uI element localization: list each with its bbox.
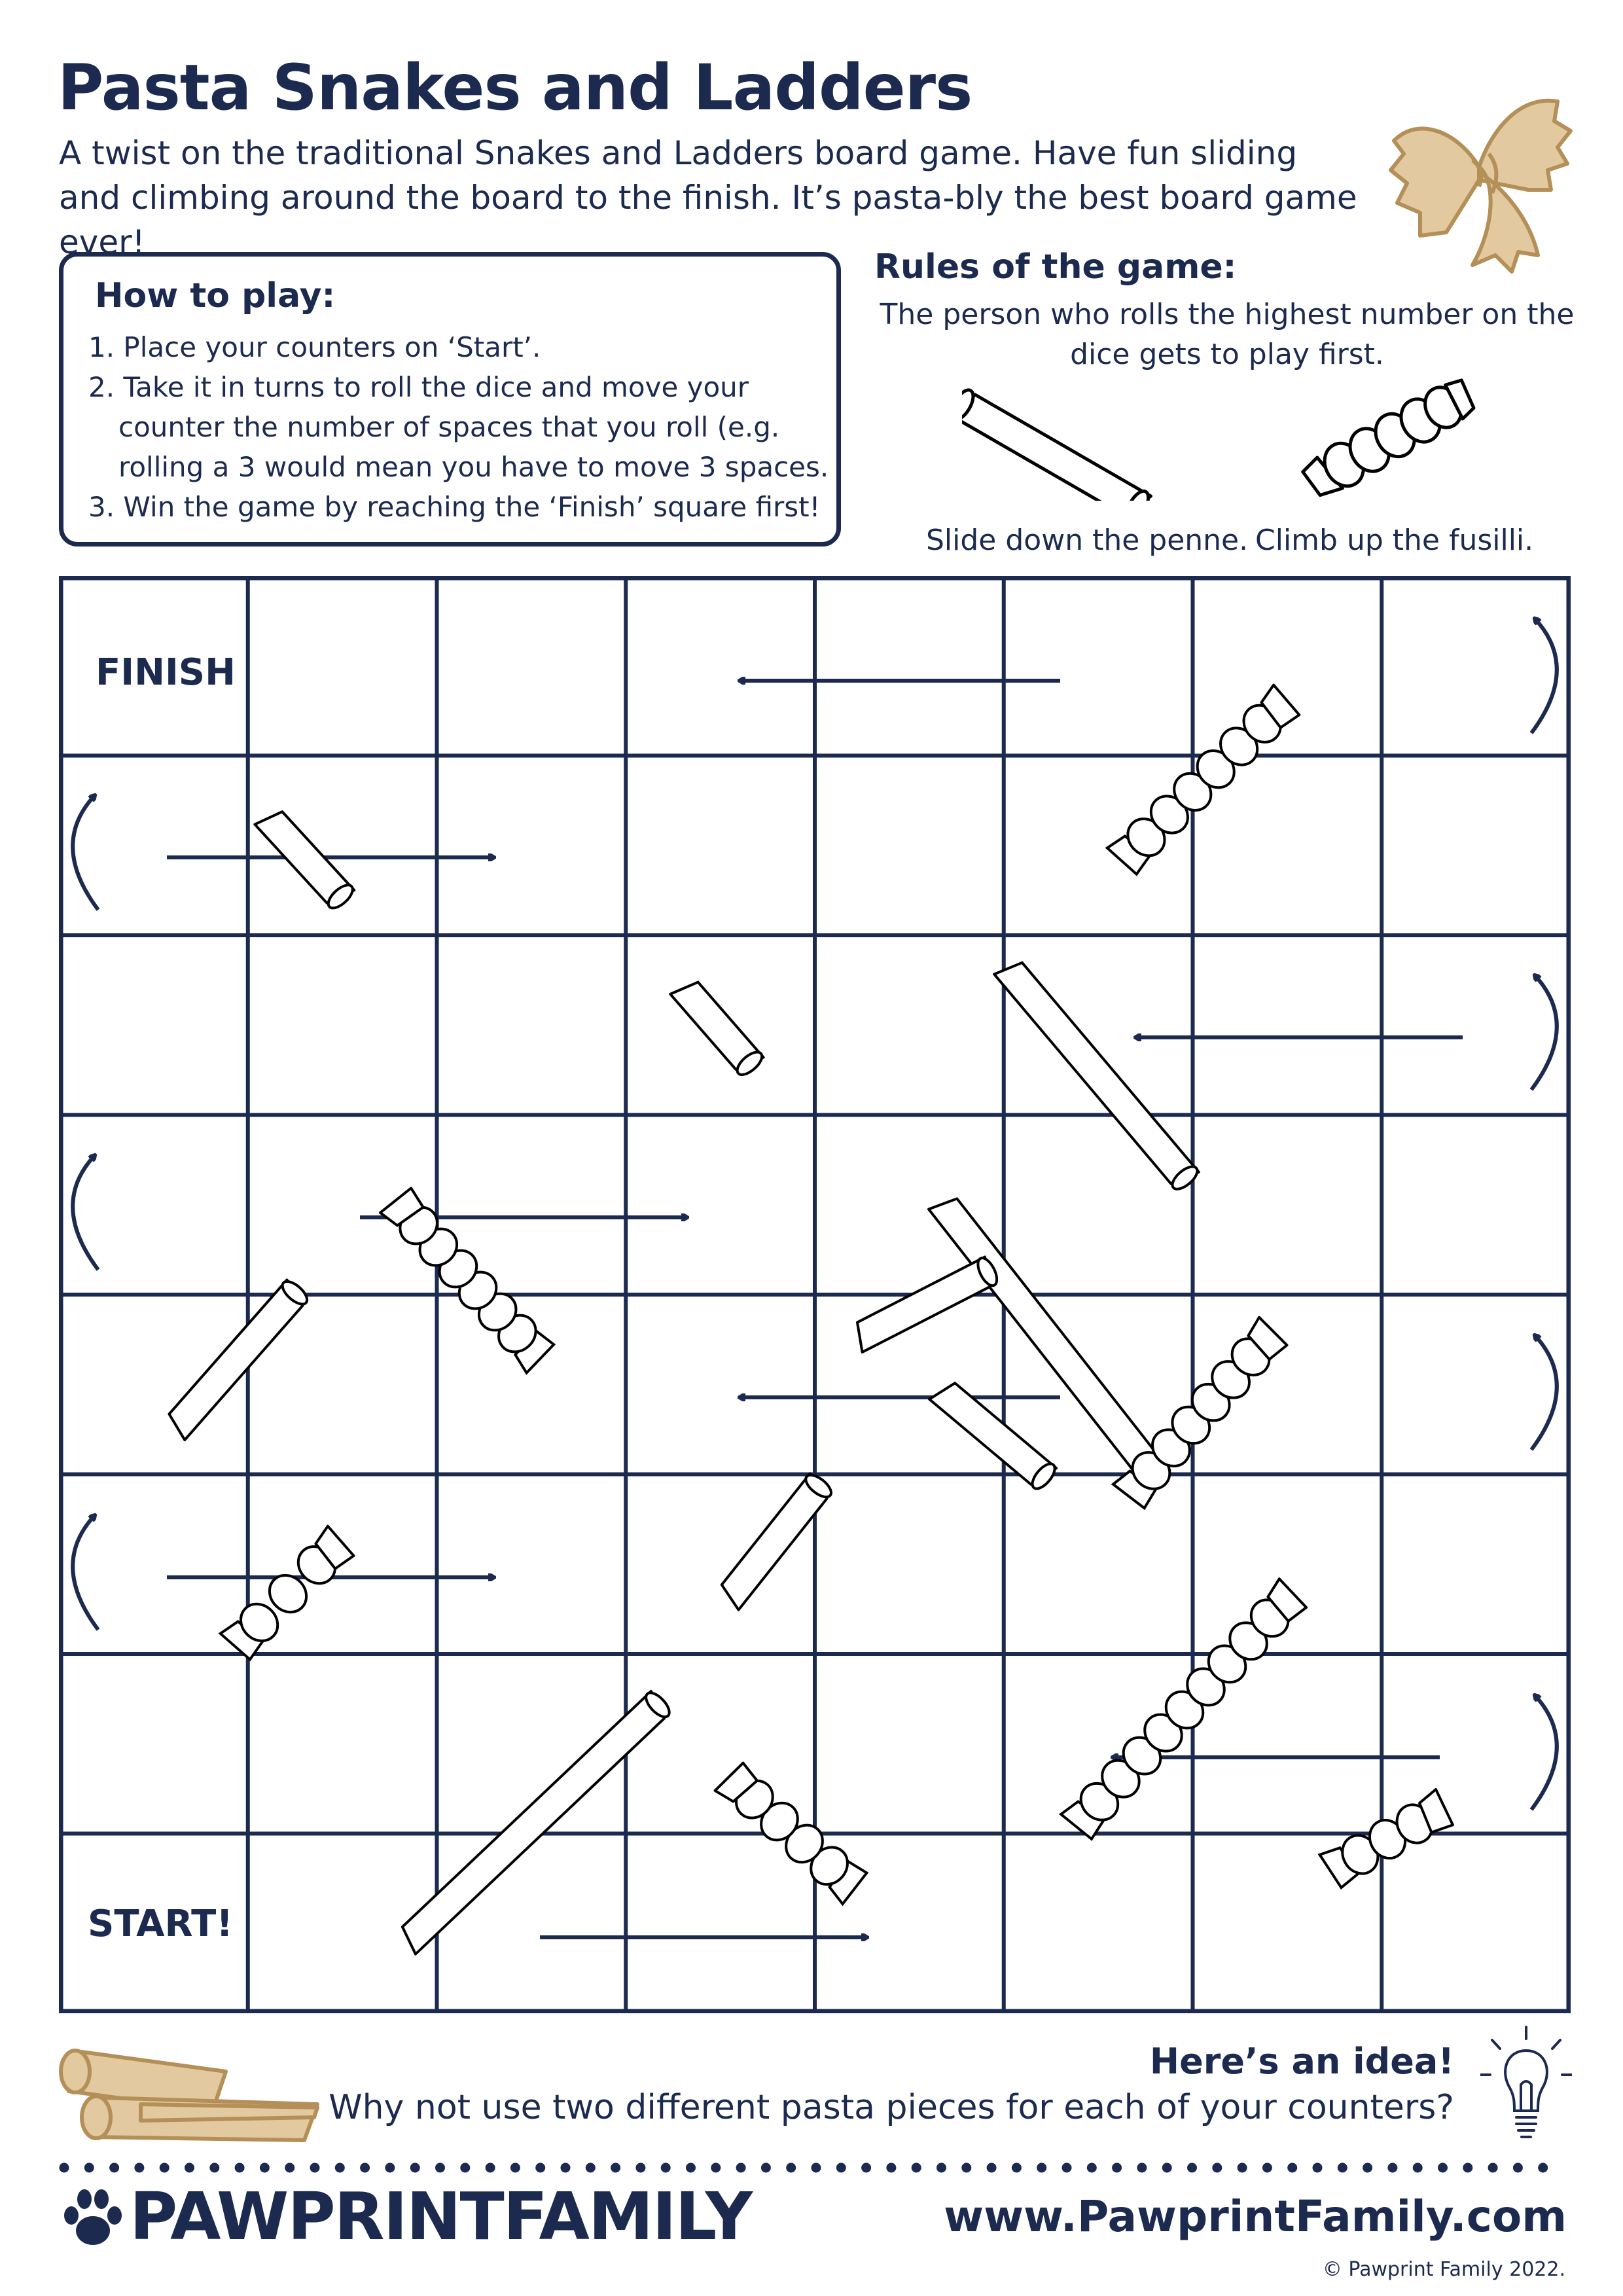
penne-icon (962, 383, 1185, 501)
turn-arrow (1531, 619, 1557, 733)
turn-arrow (73, 1515, 98, 1630)
how-to-play-steps (88, 327, 836, 527)
penne-pile-icon (56, 2032, 330, 2150)
fusilli-ladder-icon (1061, 1579, 1308, 1840)
fusilli-caption: Climb up the fusilli. (1255, 524, 1534, 557)
fusilli-ladder-icon (380, 1186, 556, 1372)
penne-slide-icon (669, 975, 766, 1079)
turn-arrow (1531, 1695, 1557, 1810)
how-to-play-box (59, 252, 841, 547)
rules-text: The person who rolls the highest number on the dice gets to play first. (880, 298, 1575, 371)
turn-arrow (1531, 975, 1557, 1090)
dotted-divider (59, 2161, 1571, 2174)
finish-label: FINISH (96, 651, 236, 694)
turn-arrow (73, 1155, 98, 1270)
how-to-play-step: 1. Place your counters on ‘Start’. (88, 331, 541, 363)
penne-slide-icon (715, 1471, 834, 1611)
idea-title: Here’s an idea! (1149, 2041, 1454, 2082)
penne-slide-icon (162, 1278, 310, 1441)
game-board (59, 576, 1571, 2013)
brand-logo-text: PAWPRINTFAMILY (130, 2178, 752, 2255)
fusilli-ladder-icon (1320, 1789, 1455, 1889)
rules-title: Rules of the game: (874, 247, 1237, 287)
turn-arrow (73, 795, 98, 910)
board-pasta (162, 685, 1455, 1955)
penne-slide-icon (928, 1191, 1171, 1491)
how-to-play-title: How to play: (95, 276, 336, 315)
fusilli-ladder-icon (1113, 1318, 1289, 1511)
paw-icon (60, 2186, 126, 2251)
farfalle-icon (1381, 56, 1577, 285)
page-title: Pasta Snakes and Ladders (58, 51, 972, 124)
turn-arrow (1531, 1335, 1557, 1450)
fusilli-icon (1281, 370, 1497, 507)
start-label: START! (88, 1903, 233, 1945)
intro-text: A twist on the traditional Snakes and Ladders board game. Have fun sliding and climbing around the board to the finish. It’s pasta-bly the best board game ever! (59, 134, 1357, 261)
fusilli-ladder-icon (221, 1526, 356, 1662)
how-to-play-step: 2. Take it in turns to roll the dice and move your counter the number of spaces that you roll (e.g. rolling a 3 would mean you have to move 3 spaces. (88, 371, 829, 483)
penne-slide-icon (849, 1255, 1001, 1353)
penne-caption: Slide down the penne. (926, 524, 1249, 557)
lightbulb-icon (1480, 2026, 1572, 2150)
fusilli-ladder-icon (1107, 685, 1301, 876)
copyright: © Pawprint Family 2022. (1322, 2258, 1565, 2281)
idea-text: Why not use two different pasta pieces for each of your counters? (329, 2088, 1454, 2127)
penne-slide-icon (993, 955, 1201, 1193)
how-to-play-step: 3. Win the game by reaching the ‘Finish’ square first! (88, 491, 821, 523)
website-link[interactable]: www.PawprintFamily.com (944, 2191, 1567, 2242)
